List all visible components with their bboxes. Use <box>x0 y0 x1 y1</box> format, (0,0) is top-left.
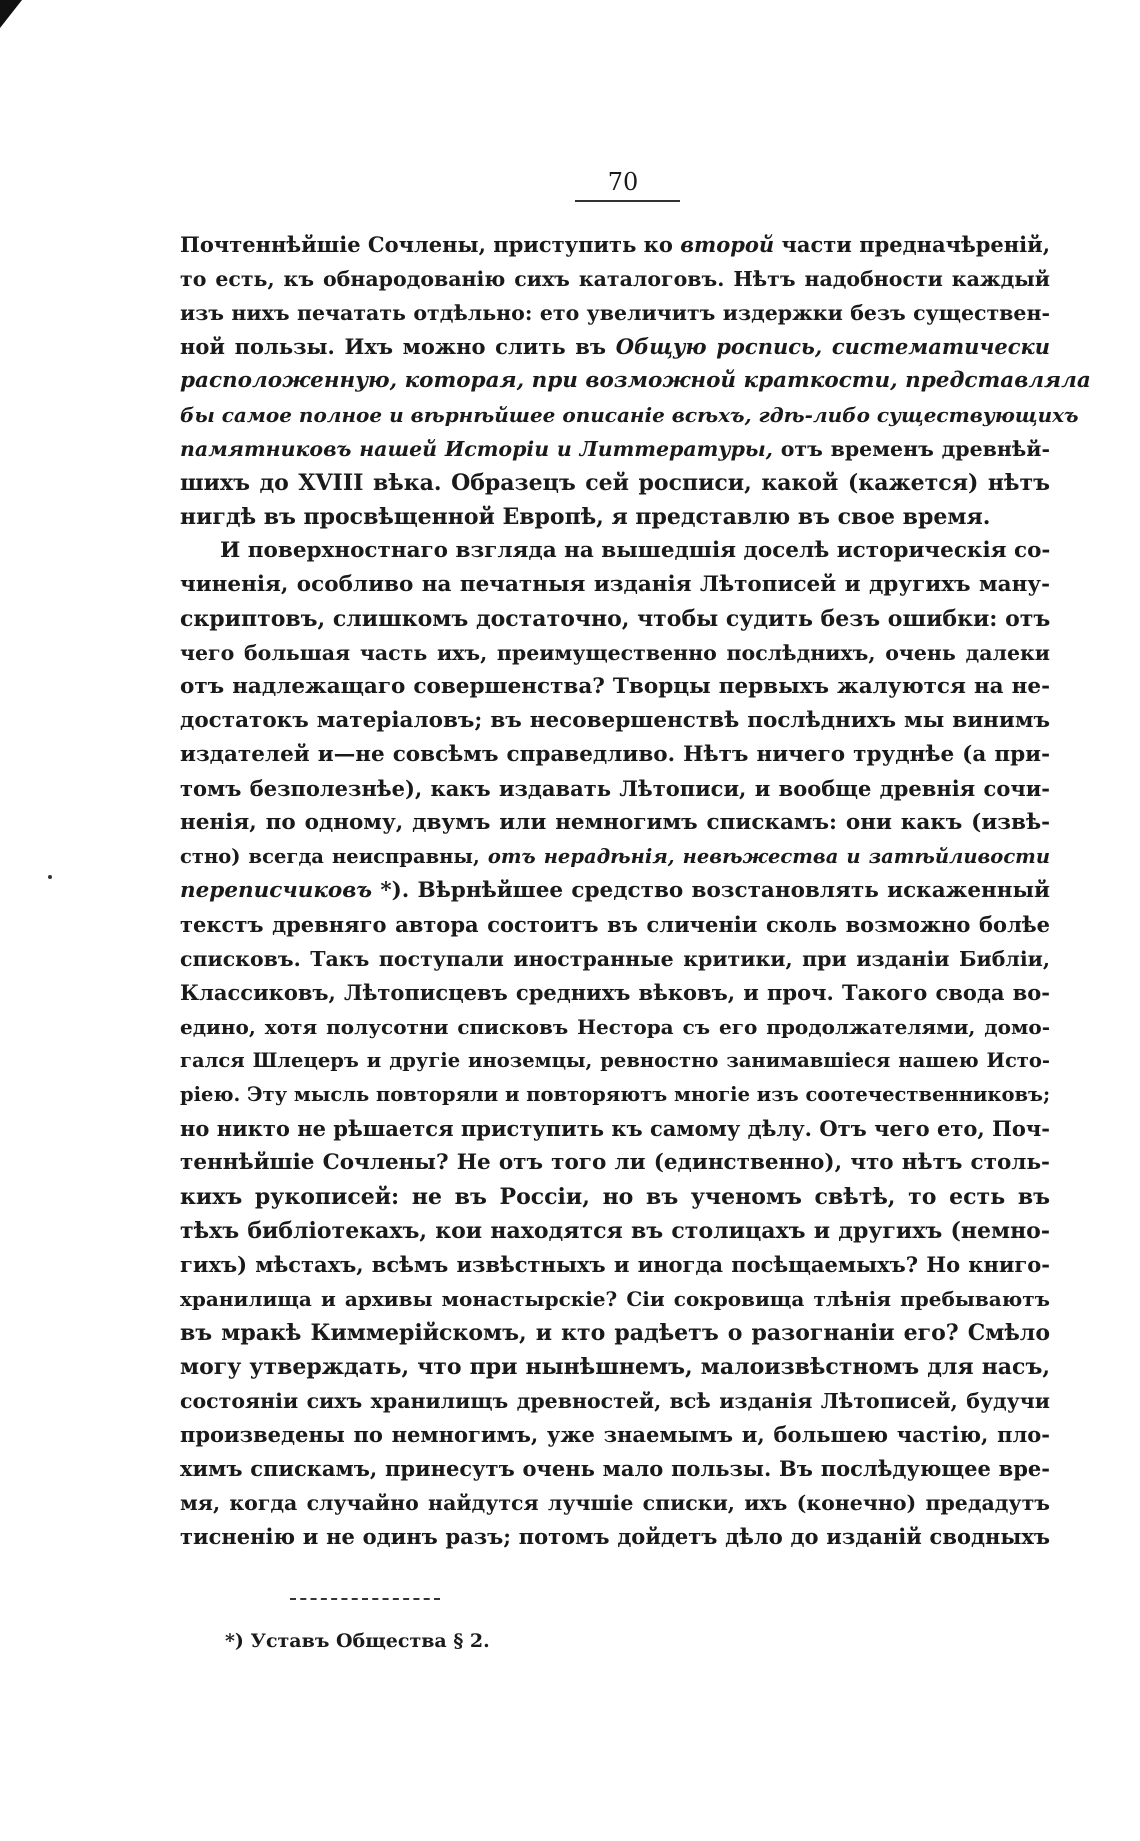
text-line: тисненію и не одинъ разъ; потомъ дойдетъ дѣло до изданій сводныхъ <box>180 1524 1050 1549</box>
text-line: отъ надлежащаго совершенства? Творцы первыхъ жалуются на не- <box>180 674 1050 699</box>
text-line: шихъ до XVIII вѣка. Образецъ сей росписи, какой (кажется) нѣтъ <box>180 470 1050 496</box>
text-line: въ мракѣ Киммерійскомъ, и кто радѣетъ о разогнаніи его? Смѣло <box>180 1320 1050 1346</box>
text-line: ненія, по одному, двумъ или немногимъ спискамъ: они какъ (извѣ- <box>180 810 1050 835</box>
footnote: *) Уставъ Общества § 2. <box>225 1630 490 1652</box>
text-line: состояніи сихъ хранилищъ древностей, всѣ изданія Лѣтописей, будучи <box>180 1389 1050 1413</box>
footnote-rule <box>290 1598 440 1600</box>
text-line: едино, хотя полусотни списковъ Нестора съ его продолжателями, домо- <box>180 1015 1050 1039</box>
text-line: томъ безполезнѣе), какъ издавать Лѣтописи, и вообще древнія сочи- <box>180 776 1050 801</box>
text-line: переписчиковъ *). Вѣрнѣйшее средство возстановлять искаженный <box>180 878 1050 903</box>
text-line: тѣхъ библіотекахъ, кои находятся въ столицахъ и другихъ (немно- <box>180 1218 1050 1244</box>
text-line: списковъ. Такъ поступали иностранные критики, при изданіи Библіи, <box>180 947 1050 971</box>
page-number: 70 <box>607 168 639 196</box>
page-number-rule <box>575 200 680 202</box>
text-line: произведены по немногимъ, уже знаемымъ и, большею частію, пло- <box>180 1422 1050 1447</box>
text-line: текстъ древняго автора состоитъ въ сличеніи сколь возможно болѣе <box>180 912 1050 937</box>
text-line: могу утверждать, что при нынѣшнемъ, малоизвѣстномъ для насъ, <box>180 1354 1050 1380</box>
text-line: чиненія, особливо на печатныя изданія Лѣтописей и другихъ ману- <box>180 572 1050 597</box>
text-line: гихъ) мѣстахъ, всѣмъ извѣстныхъ и иногда посѣщаемыхъ? Но книго- <box>180 1252 1050 1277</box>
text-line: чего большая часть ихъ, преимущественно послѣднихъ, очень далеки <box>180 641 1050 665</box>
text-line: Почтеннѣйшіе Сочлены, приступить ко второй части предначѣреній, <box>180 232 1051 257</box>
text-line: теннѣйшіе Сочлены? Не отъ того ли (единственно), что нѣтъ столь- <box>180 1150 1050 1175</box>
text-line: нигдѣ въ просвѣщенной Европѣ, я представлю въ свое время. <box>180 504 991 530</box>
text-line: ріею. Эту мысль повторяли и повторяютъ многіе изъ соотечественниковъ; <box>180 1083 1051 1106</box>
text-line: Классиковъ, Лѣтописцевъ среднихъ вѣковъ, и проч. Такого свода во- <box>180 980 1050 1005</box>
text-line: И поверхностнаго взгляда на вышедшія доселѣ историческія со- <box>220 538 1051 563</box>
text-line: хранилища и архивы монастырскіе? Сіи сокровища тлѣнія пребываютъ <box>180 1287 1050 1311</box>
text-line: но никто не рѣшается приступить къ самому дѣлу. Отъ чего ето, Поч- <box>180 1116 1050 1141</box>
text-line: мя, когда случайно найдутся лучшіе списки, ихъ (конечно) предадутъ <box>180 1491 1050 1515</box>
text-line: изъ нихъ печатать отдѣльно: ето увеличитъ издержки безъ существен- <box>180 301 1050 325</box>
text-line: кихъ рукописей: не въ Россіи, но въ ученомъ свѣтѣ, то есть въ <box>180 1184 1050 1210</box>
text-line: химъ спискамъ, принесутъ очень мало пользы. Въ послѣдующее вре- <box>180 1456 1050 1481</box>
text-line: расположенную, которая, при возможной краткости, представляла <box>180 368 1091 393</box>
text-line: стно) всегда неисправны, отъ нерадѣнія, невѣжества и затѣйливости <box>180 845 1050 868</box>
text-line: то есть, къ обнародованію сихъ каталоговъ. Нѣтъ надобности каждый <box>180 267 1050 291</box>
text-line: скриптовъ, слишкомъ достаточно, чтобы судить безъ ошибки: отъ <box>180 606 1051 632</box>
text-line: достатокъ матеріаловъ; въ несовершенствѣ послѣднихъ мы винимъ <box>180 708 1050 733</box>
text-line: издателей и—не совсѣмъ справедливо. Нѣтъ ничего труднѣе (а при- <box>180 742 1050 767</box>
text-line: гался Шлецеръ и другіе иноземцы, ревностно занимавшіеся нашею Исто- <box>180 1049 1050 1072</box>
text-line: бы самое полное и вѣрнѣйшее описаніе всѣхъ, гдѣ-либо существующихъ <box>180 403 1079 427</box>
text-line: памятниковъ нашей Исторіи и Литтературы, отъ временъ древнѣй- <box>180 437 1050 461</box>
text-line: ной пользы. Ихъ можно слить въ Общую роспись, систематически <box>180 334 1051 359</box>
stray-ink-dot <box>48 875 52 879</box>
body-text <box>180 228 1091 1554</box>
page-corner-mark <box>0 0 22 28</box>
